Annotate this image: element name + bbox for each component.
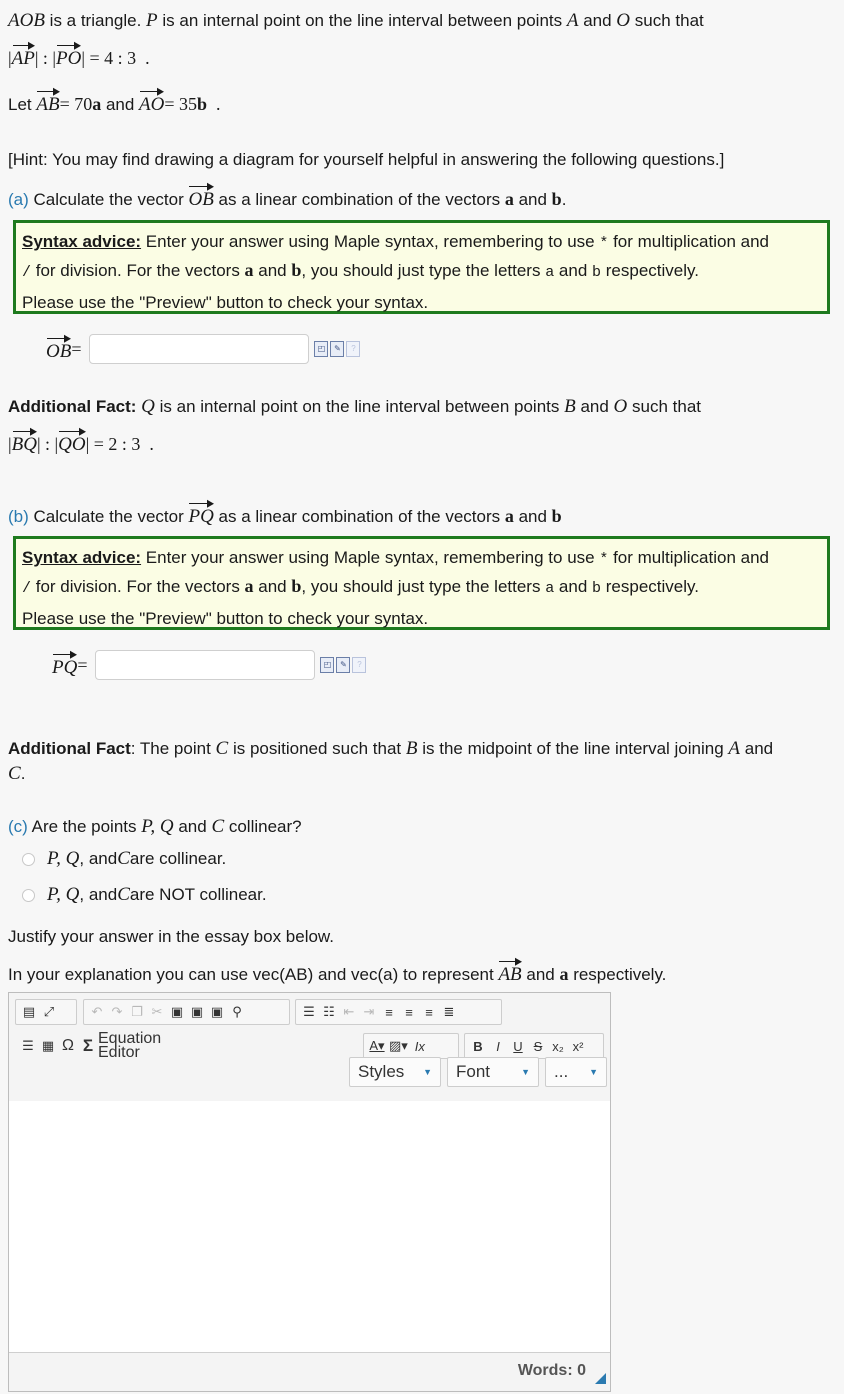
help-icon[interactable]: ?	[352, 657, 366, 673]
subscript-icon[interactable]: x₂	[552, 1038, 564, 1054]
answer-row-b: PQ = ◰ ✎ ?	[52, 650, 366, 680]
toolbar-group-paragraph	[295, 999, 502, 1025]
italic-icon[interactable]: I	[496, 1038, 500, 1054]
remove-format-icon[interactable]: Ix	[414, 1038, 425, 1054]
find-icon[interactable]: ⚲	[232, 1004, 242, 1019]
maximize-icon[interactable]: ⤢	[43, 1004, 55, 1019]
align-right-icon[interactable]: ≡	[425, 1004, 433, 1020]
radio-option-not-collinear[interactable]: P, Q , and C are NOT collinear.	[22, 884, 267, 906]
ratio-ap-po: |AP| : |PO| = 4 : 3 .	[8, 42, 150, 70]
preview-icon[interactable]: ◰	[314, 341, 328, 357]
additional-fact-2: Additional Fact: The point C is positioned such that B is the midpoint of the line interval joining A and	[8, 738, 774, 759]
part-a-question: (a) Calculate the vector OB as a linear combination of the vectors a and b.	[8, 183, 566, 211]
paste-icon[interactable]: ▣	[170, 1004, 184, 1019]
part-b-label: (b)	[8, 507, 29, 526]
size-dropdown[interactable]: ... ▼	[545, 1057, 607, 1087]
radio-button[interactable]	[22, 889, 35, 902]
additional-fact-2-cont: C.	[8, 763, 26, 784]
answer-b-input[interactable]	[95, 650, 315, 680]
paste-text-icon[interactable]: ▣	[190, 1004, 204, 1019]
bold-icon[interactable]: B	[473, 1038, 483, 1054]
essay-editor	[8, 992, 611, 1392]
essay-text-area[interactable]	[9, 1101, 610, 1353]
intro-line-1: AOB is a triangle. P is an internal point on the line interval between points A and O such that	[8, 10, 704, 31]
toolbar-group-view	[15, 999, 77, 1025]
part-c-question: (c) Are the points P, Q and C collinear?	[8, 816, 302, 837]
part-b-question: (b) Calculate the vector PQ as a linear combination of the vectors a and b	[8, 500, 562, 528]
styles-dropdown[interactable]: Styles ▼	[349, 1057, 441, 1087]
part-a-label: (a)	[8, 190, 29, 209]
syntax-advice-box-b: Syntax advice: Enter your answer using Maple syntax, remembering to use * for multiplication and / for division. For the vectors a and b, you should just type the letters a and b respectively. Please use the "Preview" button to check your syntax.	[13, 536, 830, 630]
help-icon[interactable]: ?	[346, 341, 360, 357]
equation-editor-button[interactable]: Equation Editor	[98, 1030, 162, 1061]
equation-editor-icon[interactable]: ✎	[336, 657, 350, 673]
undo-icon[interactable]: ↶	[91, 1004, 103, 1019]
numbered-list-icon[interactable]: ☰	[303, 1004, 315, 1019]
cut-icon[interactable]: ✂	[151, 1004, 163, 1019]
table-icon[interactable]: ▦	[41, 1038, 55, 1053]
justify-text: Justify your answer in the essay box below.	[8, 927, 334, 946]
additional-fact-1: Additional Fact: Q is an internal point on the line interval between points B and O such that	[8, 396, 701, 417]
explain-text: In your explanation you can use vec(AB) and vec(a) to represent AB and a respectively.	[8, 958, 666, 986]
preview-icon[interactable]: ◰	[320, 657, 334, 673]
editor-toolbar	[9, 993, 610, 1102]
sigma-icon[interactable]: Σ	[82, 1036, 94, 1055]
strike-icon[interactable]: S	[533, 1038, 543, 1054]
answer-a-label: OB	[46, 335, 71, 363]
answer-b-label: PQ	[52, 651, 77, 679]
font-dropdown[interactable]: Font ▼	[447, 1057, 539, 1087]
horizontal-line-icon[interactable]: ☰	[22, 1038, 34, 1053]
outdent-icon[interactable]: ⇤	[343, 1004, 355, 1019]
toolbar-group-insert	[15, 1030, 191, 1061]
superscript-icon[interactable]: x²	[572, 1038, 584, 1054]
answer-row-a: OB = ◰ ✎ ?	[46, 334, 360, 364]
copy-icon[interactable]: ❐	[131, 1004, 143, 1019]
toolbar-group-basic	[464, 1033, 604, 1059]
let-line: Let AB= 70a and AO= 35b .	[8, 88, 221, 116]
radio-button[interactable]	[22, 853, 35, 866]
equation-editor-icon[interactable]: ✎	[330, 341, 344, 357]
ratio-bq-qo: |BQ| : |QO| = 2 : 3 .	[8, 428, 154, 456]
syntax-advice-box-a: Syntax advice: Enter your answer using Maple syntax, remembering to use * for multiplication and / for division. For the vectors a and b, you should just type the letters a and b respectively. Please use the "Preview" button to check your syntax.	[13, 220, 830, 314]
align-center-icon[interactable]: ≡	[405, 1004, 413, 1020]
toolbar-group-colors	[363, 1033, 459, 1059]
chevron-down-icon: ▼	[521, 1067, 530, 1077]
special-char-icon[interactable]: Ω	[62, 1037, 74, 1054]
chevron-down-icon: ▼	[423, 1067, 432, 1077]
align-left-icon[interactable]: ≡	[385, 1004, 393, 1020]
radio-option-collinear[interactable]: P, Q , and C are collinear.	[22, 848, 226, 870]
bullet-list-icon[interactable]: ☷	[323, 1004, 335, 1019]
paste-word-icon[interactable]: ▣	[210, 1004, 224, 1019]
resize-handle-icon[interactable]	[595, 1373, 606, 1384]
part-c-label: (c)	[8, 817, 28, 836]
redo-icon[interactable]: ↷	[111, 1004, 123, 1019]
indent-icon[interactable]: ⇥	[363, 1004, 375, 1019]
chevron-down-icon: ▼	[589, 1067, 598, 1077]
justify-icon[interactable]: ≣	[443, 1004, 455, 1019]
bg-color-icon[interactable]: ▨▾	[389, 1038, 408, 1053]
answer-a-input[interactable]	[89, 334, 309, 364]
toolbar-group-edit	[83, 999, 290, 1025]
editor-statusbar	[9, 1352, 610, 1391]
text-color-icon[interactable]: A▾	[369, 1038, 385, 1053]
triangle-name: AOB	[8, 10, 45, 31]
underline-icon[interactable]: U	[513, 1038, 523, 1054]
word-count: Words: 0	[517, 1362, 586, 1379]
hint-text: [Hint: You may find drawing a diagram for yourself helpful in answering the following questions.]	[8, 150, 725, 169]
source-icon[interactable]: ▤	[22, 1004, 36, 1019]
